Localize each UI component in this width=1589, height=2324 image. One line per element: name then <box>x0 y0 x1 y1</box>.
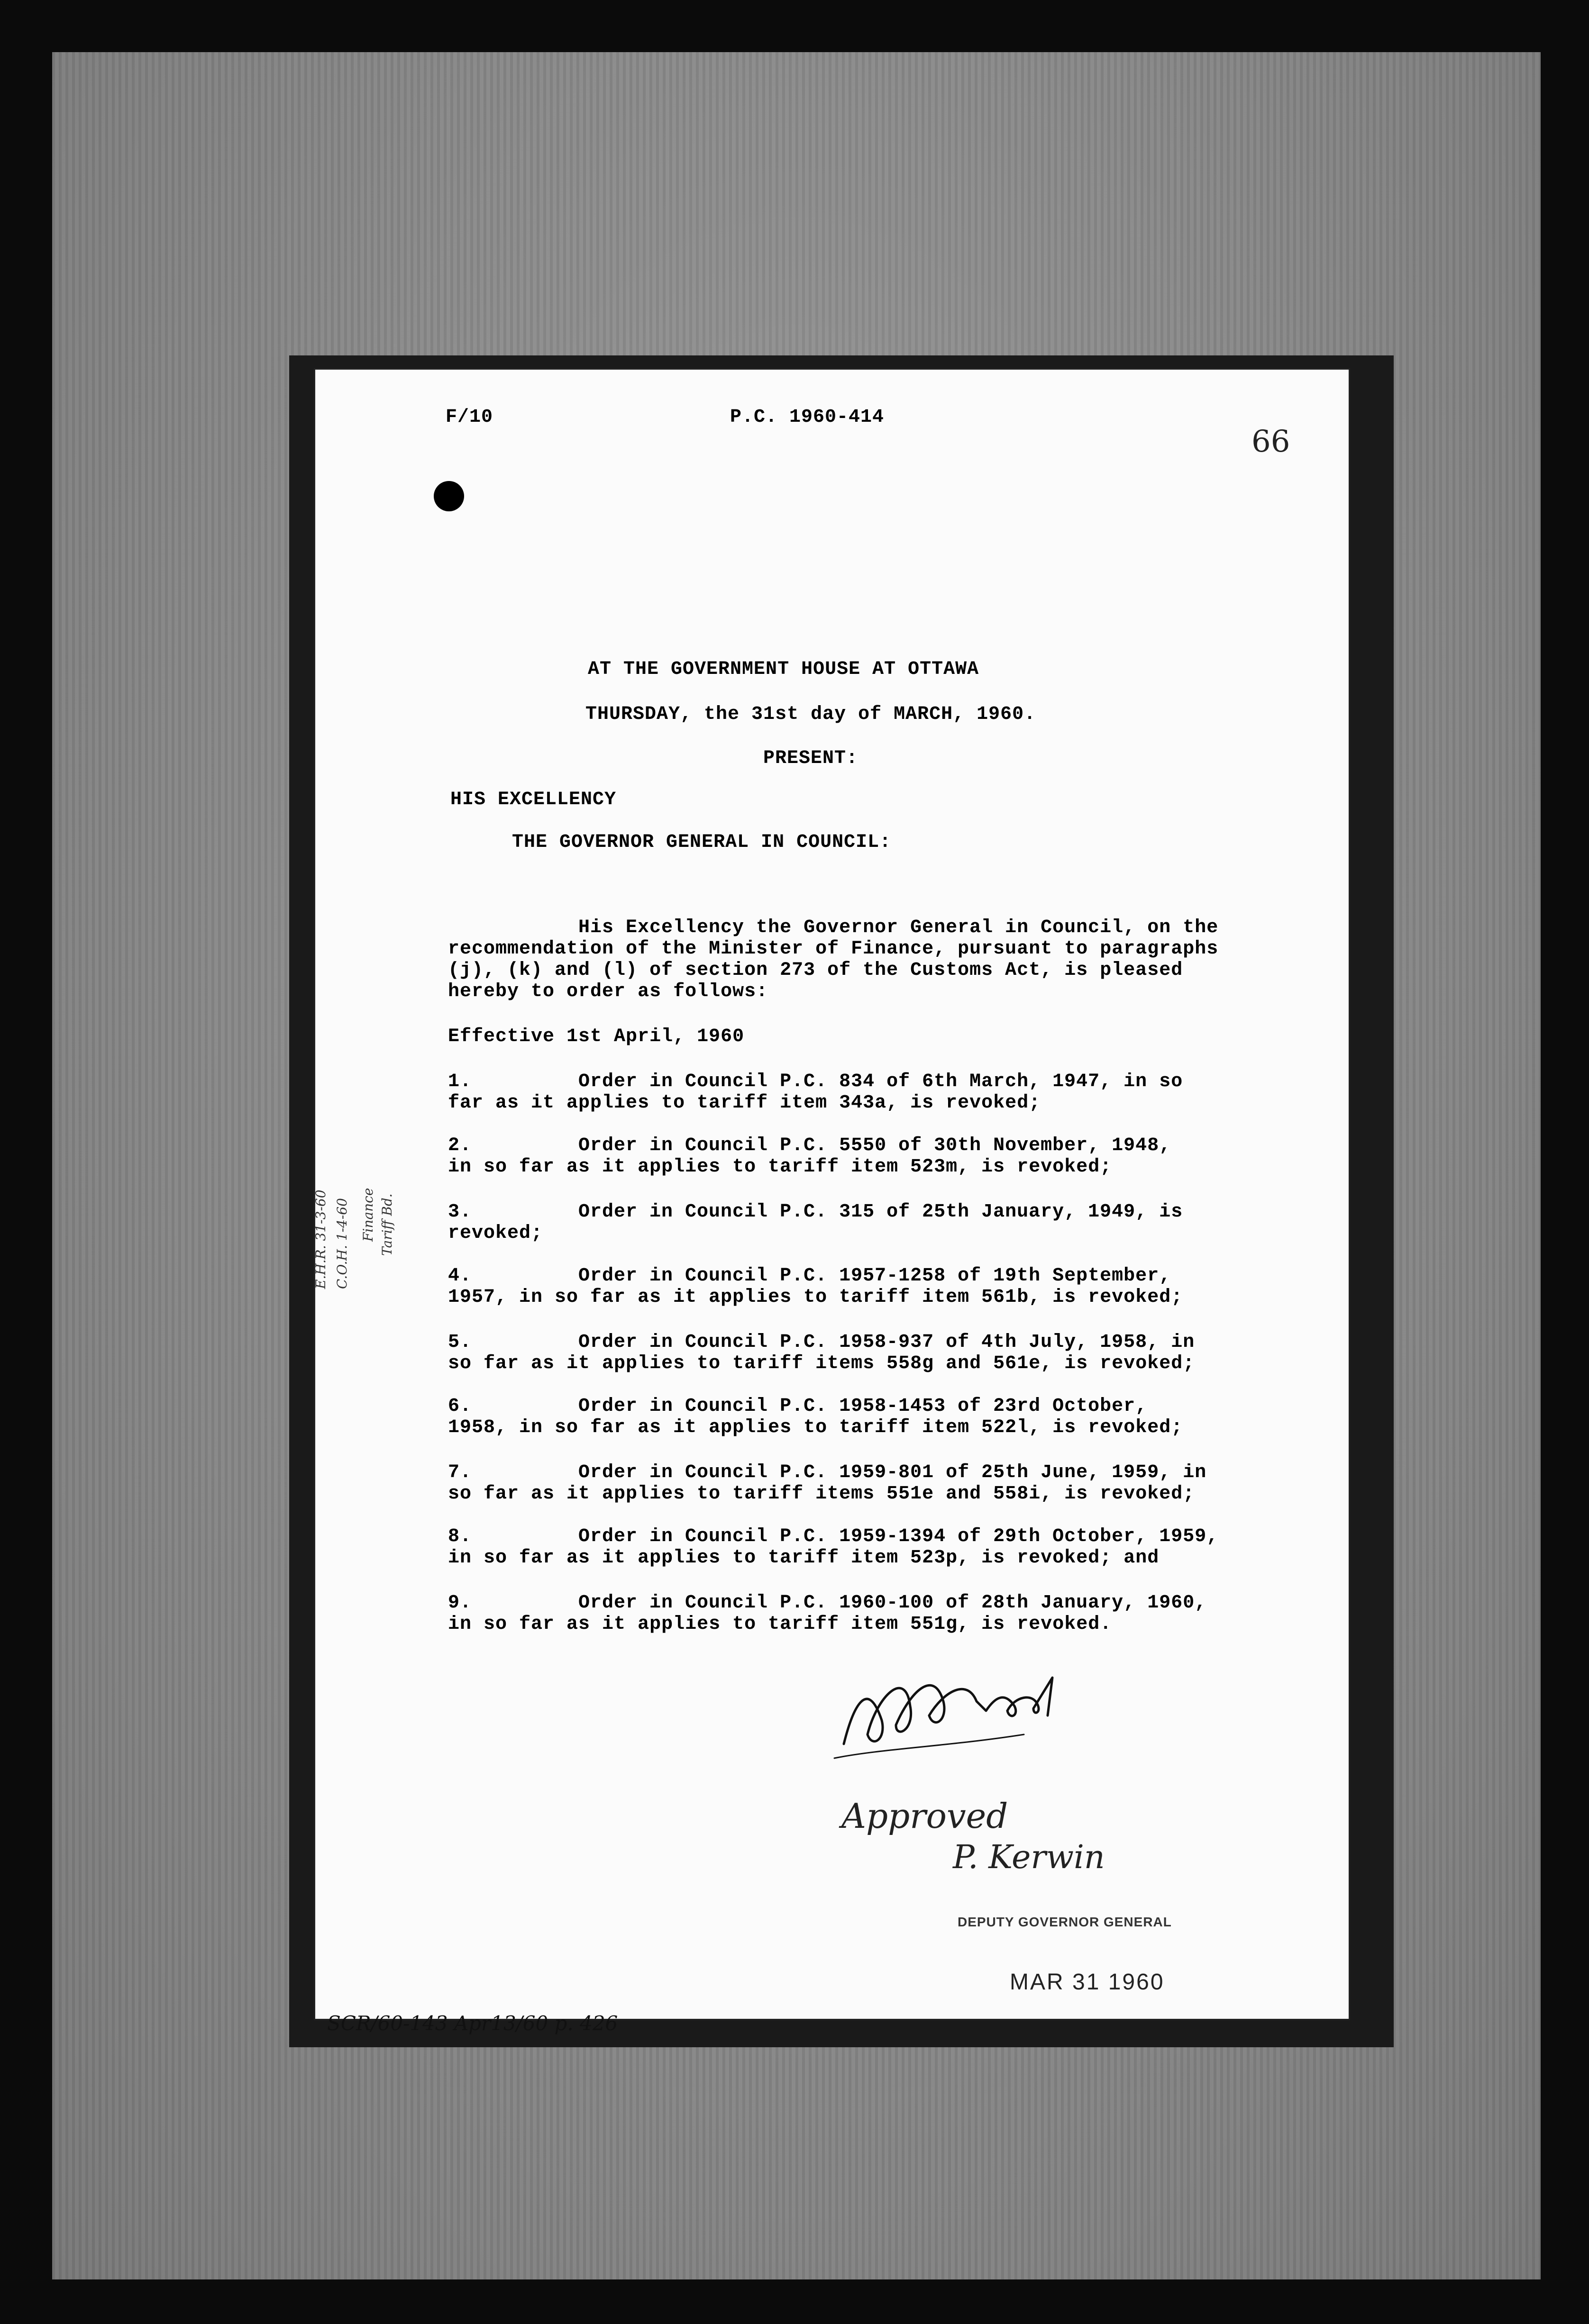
item-number: 2. <box>448 1135 472 1156</box>
minister-signature <box>825 1649 1128 1772</box>
item-line: in so far as it applies to tariff item 523p, is revoked; and <box>448 1547 1160 1569</box>
item-line: revoked; <box>448 1223 543 1244</box>
item-line: Order in Council P.C. 1960-100 of 28th January, 1960, <box>578 1592 1207 1614</box>
item-line: Order in Council P.C. 1959-1394 of 29th October, 1959, <box>578 1526 1219 1547</box>
item-line: Order in Council P.C. 1959-801 of 25th June, 1959, in <box>578 1462 1207 1483</box>
effective-date: Effective 1st April, 1960 <box>448 1026 745 1047</box>
item-line: in so far as it applies to tariff item 523m, is revoked; <box>448 1156 1112 1178</box>
item-number: 7. <box>448 1462 472 1483</box>
deputy-signature: P. Kerwin <box>953 1839 1105 1876</box>
item-line: so far as it applies to tariff items 558g and 561e, is revoked; <box>448 1353 1195 1374</box>
margin-notes <box>308 1099 422 1298</box>
form-code: F/10 <box>446 407 493 428</box>
margin-note-2: C.O.H. 1-4-60 <box>334 1198 350 1289</box>
item-line: in so far as it applies to tariff item 551g, is revoked. <box>448 1614 1112 1635</box>
margin-note-3: Finance <box>360 1188 376 1242</box>
preamble-line-3: (j), (k) and (l) of section 273 of the Customs Act, is pleased <box>448 960 1183 981</box>
attendance-excellency: HIS EXCELLENCY <box>450 789 617 810</box>
punch-hole <box>434 481 464 511</box>
preamble-line-2: recommendation of the Minister of Finance, pursuant to paragraphs <box>448 938 1219 960</box>
attendance-council: THE GOVERNOR GENERAL IN COUNCIL: <box>512 832 892 853</box>
item-number: 4. <box>448 1265 472 1287</box>
preamble-line-1: His Excellency the Governor General in Council, on the <box>578 917 1219 938</box>
approved-note: Approved <box>841 1796 1008 1836</box>
date-stamp: MAR 31 1960 <box>1010 1970 1165 1995</box>
film-reference: SCR/60-143 Apr13/60 p. 426 <box>327 2012 618 2035</box>
item-line: Order in Council P.C. 5550 of 30th November, 1948, <box>578 1135 1171 1156</box>
item-number: 3. <box>448 1201 472 1223</box>
item-line: Order in Council P.C. 1957-1258 of 19th September, <box>578 1265 1171 1287</box>
item-number: 5. <box>448 1332 472 1353</box>
item-line: Order in Council P.C. 1958-1453 of 23rd October, <box>578 1396 1148 1417</box>
item-line: far as it applies to tariff item 343a, is revoked; <box>448 1092 1041 1114</box>
item-line: Order in Council P.C. 315 of 25th January, 1949, is <box>578 1201 1183 1223</box>
item-number: 6. <box>448 1396 472 1417</box>
item-line: 1957, in so far as it applies to tariff item 561b, is revoked; <box>448 1287 1183 1308</box>
deputy-title: DEPUTY GOVERNOR GENERAL <box>958 1915 1172 1929</box>
item-line: so far as it applies to tariff items 551e and 558i, is revoked; <box>448 1483 1195 1505</box>
margin-note-4: Tariff Bd. <box>379 1193 395 1256</box>
item-line: Order in Council P.C. 1958-937 of 4th July, 1958, in <box>578 1332 1195 1353</box>
item-line: 1958, in so far as it applies to tariff item 522l, is revoked; <box>448 1417 1183 1438</box>
margin-note-1: E.H.R. 31-3-60 <box>313 1189 329 1289</box>
heading-date: THURSDAY, the 31st day of MARCH, 1960. <box>585 704 1036 725</box>
pc-number: P.C. 1960-414 <box>730 407 885 428</box>
heading-present: PRESENT: <box>763 748 858 769</box>
preamble-line-4: hereby to order as follows: <box>448 981 768 1002</box>
page-number: 66 <box>1251 424 1290 459</box>
heading-location: AT THE GOVERNMENT HOUSE AT OTTAWA <box>588 659 979 680</box>
item-number: 8. <box>448 1526 472 1547</box>
item-number: 1. <box>448 1071 472 1092</box>
item-line: Order in Council P.C. 834 of 6th March, 1947, in so <box>578 1071 1183 1092</box>
item-number: 9. <box>448 1592 472 1614</box>
